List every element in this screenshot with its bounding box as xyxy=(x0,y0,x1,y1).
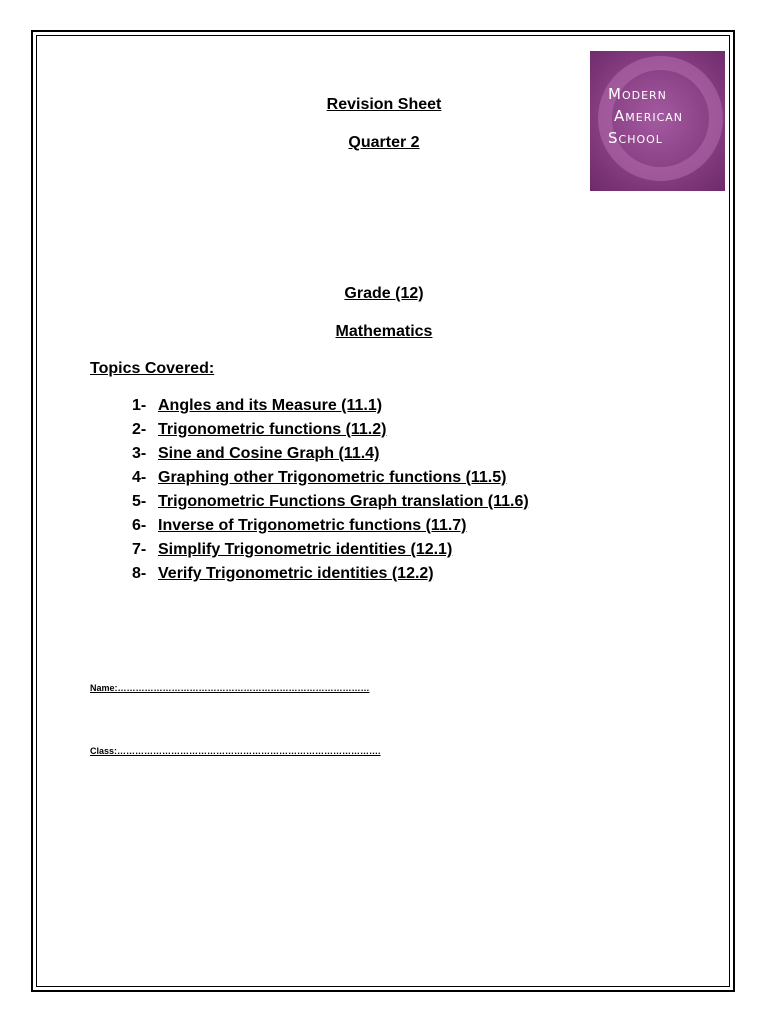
topic-number: 8- xyxy=(132,565,147,582)
topic-number: 1- xyxy=(132,397,147,414)
topics-heading: Topics Covered: xyxy=(90,360,215,377)
topic-text: Trigonometric Functions Graph translation (11.6) xyxy=(158,493,529,510)
topic-text: Trigonometric functions (11.2) xyxy=(158,421,387,438)
document-title: Revision Sheet xyxy=(326,96,442,113)
logo-line-3: School xyxy=(608,129,663,147)
topic-number: 2- xyxy=(132,421,147,438)
grade-heading: Grade (12) xyxy=(344,285,424,302)
topic-number: 6- xyxy=(132,517,147,534)
topic-item xyxy=(132,397,529,421)
topic-number: 5- xyxy=(132,493,147,510)
topic-list xyxy=(132,397,529,589)
topic-text: Sine and Cosine Graph (11.4) xyxy=(158,445,380,462)
name-field: Name:………………………………………………………………………… xyxy=(90,683,370,693)
logo-line-2: American xyxy=(614,107,684,125)
topic-item xyxy=(132,469,529,493)
topic-item xyxy=(132,421,529,445)
subject-heading: Mathematics xyxy=(335,323,433,340)
topic-number: 4- xyxy=(132,469,147,486)
school-logo xyxy=(590,51,725,191)
topic-number: 3- xyxy=(132,445,147,462)
topic-text: Inverse of Trigonometric functions (11.7) xyxy=(158,517,467,534)
class-field: Class:……………………………………………………………………………. xyxy=(90,746,381,756)
topic-number: 7- xyxy=(132,541,147,558)
topic-item xyxy=(132,517,529,541)
topic-text: Verify Trigonometric identities (12.2) xyxy=(158,565,434,582)
document-subtitle: Quarter 2 xyxy=(348,134,420,151)
topic-text: Graphing other Trigonometric functions (11.5) xyxy=(158,469,507,486)
topic-text: Simplify Trigonometric identities (12.1) xyxy=(158,541,453,558)
topic-item xyxy=(132,565,529,589)
topic-text: Angles and its Measure (11.1) xyxy=(158,397,383,414)
topic-item xyxy=(132,445,529,469)
topic-item xyxy=(132,541,529,565)
logo-line-1: Modern xyxy=(608,85,667,103)
topic-item xyxy=(132,493,529,517)
